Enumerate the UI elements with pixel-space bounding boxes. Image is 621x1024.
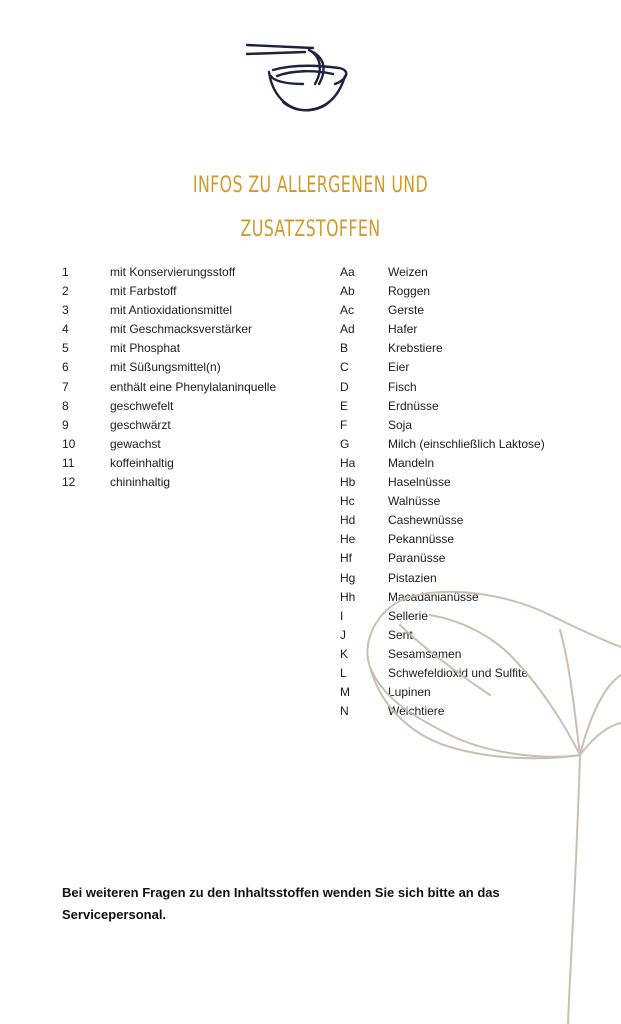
item-code: Hc (340, 494, 355, 509)
item-label: mit Geschmacksverstärker (110, 322, 253, 337)
item-label: Milch (einschließlich Laktose) (388, 436, 545, 451)
item-label: koffeinhaltig (110, 455, 174, 470)
list-item (340, 397, 580, 416)
list-item (62, 416, 332, 435)
list-item (340, 454, 580, 473)
item-code: Ad (340, 322, 355, 337)
item-label: Hafer (388, 322, 418, 337)
item-code: 2 (62, 284, 69, 299)
item-label: mit Antioxidationsmittel (110, 303, 233, 318)
item-code: J (340, 627, 346, 642)
list-item (340, 664, 580, 683)
list-item (340, 607, 580, 626)
item-code: 6 (62, 360, 69, 375)
item-label: mit Phosphat (110, 341, 181, 356)
item-code: 11 (62, 455, 75, 470)
page-title-line-2: ZUSATZSTOFFEN (240, 217, 381, 242)
item-label: Gerste (388, 303, 425, 318)
item-code: 7 (62, 379, 69, 394)
item-label: chininhaltig (110, 475, 171, 490)
additives-list (62, 263, 332, 492)
item-label: Roggen (388, 284, 431, 299)
item-code: 3 (62, 303, 69, 318)
item-code: M (340, 685, 350, 700)
item-code: 9 (62, 417, 69, 432)
item-code: 8 (62, 398, 69, 413)
item-code: I (340, 608, 344, 623)
item-code: He (340, 532, 356, 547)
item-code: K (340, 646, 349, 661)
item-label: Schwefeldioxid und Sulfite (388, 665, 529, 680)
item-code: Ac (340, 303, 355, 318)
item-code: Hd (340, 513, 356, 528)
list-item (62, 282, 332, 301)
item-code: 12 (62, 475, 76, 490)
item-code: B (340, 341, 349, 356)
item-code: 4 (62, 322, 69, 337)
item-code: N (340, 704, 349, 719)
list-item (340, 301, 580, 320)
list-item (340, 549, 580, 568)
list-item (62, 378, 332, 397)
list-item (62, 473, 332, 492)
item-code: Hg (340, 570, 356, 585)
item-label: geschwärzt (110, 417, 171, 432)
item-label: Paranüsse (388, 551, 446, 566)
list-item (62, 339, 332, 358)
item-label: Macadanianüsse (388, 589, 479, 604)
list-item (62, 397, 332, 416)
item-label: Mandeln (388, 455, 435, 470)
item-code: E (340, 398, 349, 413)
list-item (340, 492, 580, 511)
list-item (62, 454, 332, 473)
noodle-bowl-icon (243, 40, 353, 116)
item-code: C (340, 360, 349, 375)
item-label: mit Süßungsmittel(n) (110, 360, 221, 375)
item-label: Cashewnüsse (388, 513, 464, 528)
item-label: Krebstiere (388, 341, 443, 356)
item-label: Sellerie (388, 608, 429, 623)
item-label: mit Farbstoff (110, 284, 177, 299)
item-label: Fisch (388, 379, 417, 394)
item-label: Erdnüsse (388, 398, 439, 413)
list-item (62, 320, 332, 339)
list-item (340, 378, 580, 397)
list-item (340, 588, 580, 607)
list-item (340, 473, 580, 492)
list-item (340, 339, 580, 358)
allergens-list (340, 263, 580, 721)
item-label: mit Konservierungsstoff (110, 265, 236, 279)
list-item (340, 358, 580, 377)
list-item (62, 301, 332, 320)
item-code: F (340, 417, 348, 432)
list-item (340, 626, 580, 645)
item-code: Aa (340, 265, 355, 279)
list-item (340, 435, 580, 454)
item-label: Soja (388, 417, 413, 432)
item-label: Weizen (388, 265, 428, 279)
item-label: gewachst (110, 436, 161, 451)
list-item (340, 569, 580, 588)
item-label: Lupinen (388, 685, 431, 700)
list-item (340, 263, 580, 282)
item-code: Hh (340, 589, 356, 604)
page-title-line-1: INFOS ZU ALLERGENEN UND (192, 173, 429, 198)
item-label: Haselnüsse (388, 475, 451, 490)
item-label: Sesamsamen (388, 646, 462, 661)
list-item (340, 416, 580, 435)
item-label: geschwefelt (110, 398, 174, 413)
list-item (340, 702, 580, 721)
item-label: Weichtiere (388, 704, 445, 719)
list-item (62, 263, 332, 282)
item-code: Ha (340, 455, 356, 470)
item-label: Walnüsse (388, 494, 441, 509)
item-code: 10 (62, 436, 76, 451)
item-code: Ab (340, 284, 355, 299)
item-code: G (340, 436, 350, 451)
list-item (340, 645, 580, 664)
list-item (340, 511, 580, 530)
list-item (340, 530, 580, 549)
item-code: 5 (62, 341, 69, 356)
footer-note: Bei weiteren Fragen zu den Inhaltsstoffen wenden Sie sich bitte an das Servicepersonal. (62, 885, 500, 922)
list-item (62, 358, 332, 377)
item-code: 1 (62, 265, 69, 279)
list-item (340, 683, 580, 702)
list-item (62, 435, 332, 454)
list-item (340, 282, 580, 301)
list-item (340, 320, 580, 339)
item-code: L (340, 665, 347, 680)
item-label: Sent (388, 627, 413, 642)
item-label: Eier (388, 360, 410, 375)
item-label: enthält eine Phenylalaninquelle (110, 379, 277, 394)
item-label: Pekannüsse (388, 532, 455, 547)
item-code: D (340, 379, 349, 394)
item-code: Hf (340, 551, 352, 566)
item-label: Pistazien (388, 570, 437, 585)
item-code: Hb (340, 475, 356, 490)
